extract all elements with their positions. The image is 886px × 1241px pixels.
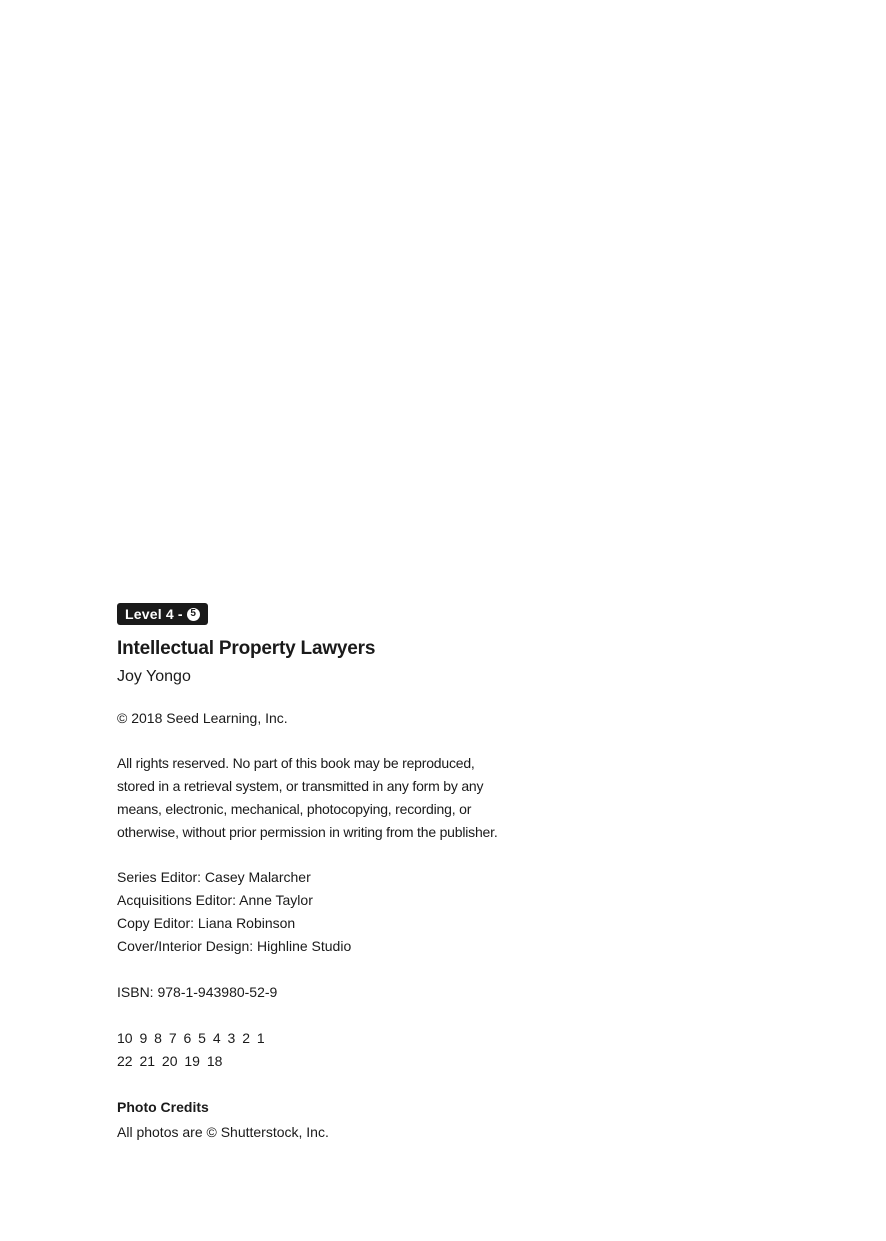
series-editor: Series Editor: Casey Malarcher <box>117 869 311 885</box>
rights-statement <box>117 752 717 844</box>
editorial-credits <box>117 866 717 958</box>
photo-credits-text: All photos are © Shutterstock, Inc. <box>117 1124 329 1140</box>
author-name: Joy Yongo <box>117 668 191 685</box>
level-circle-icon: 5 <box>187 608 200 621</box>
copyright-page-block <box>117 603 717 1145</box>
rights-line: means, electronic, mechanical, photocopying, recording, or <box>117 801 472 817</box>
photo-credits-heading: Photo Credits <box>117 1099 209 1115</box>
book-title: Intellectual Property Lawyers <box>117 638 376 659</box>
level-badge <box>117 603 208 625</box>
printing-years: 22 21 20 19 18 <box>117 1053 223 1069</box>
isbn: ISBN: 978-1-943980-52-9 <box>117 984 278 1000</box>
rights-line: otherwise, without prior permission in writing from the publisher. <box>117 824 498 840</box>
design-credit: Cover/Interior Design: Highline Studio <box>117 938 352 954</box>
rights-line: stored in a retrieval system, or transmitted in any form by any <box>117 778 484 794</box>
level-badge-separator: - <box>177 606 183 622</box>
copyright-notice: © 2018 Seed Learning, Inc. <box>117 710 288 726</box>
acquisitions-editor: Acquisitions Editor: Anne Taylor <box>117 892 313 908</box>
level-badge-label: Level 4 <box>125 606 174 622</box>
rights-line: All rights reserved. No part of this book may be reproduced, <box>117 755 475 771</box>
copy-editor: Copy Editor: Liana Robinson <box>117 915 296 931</box>
printing-sequence: 10 9 8 7 6 5 4 3 2 1 <box>117 1030 265 1046</box>
printing-numbers <box>117 1027 717 1073</box>
